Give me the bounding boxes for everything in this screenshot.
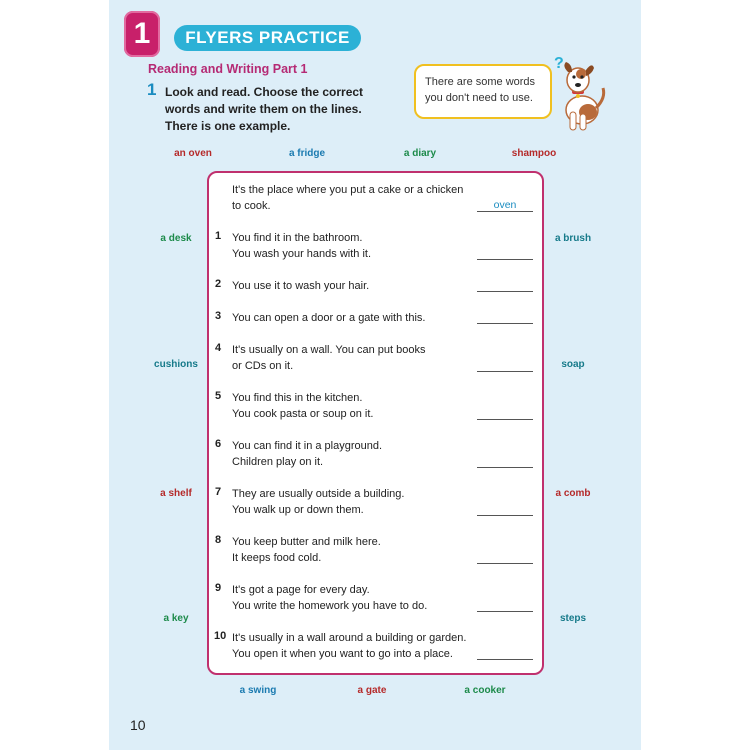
word-option: a brush <box>554 233 592 244</box>
question-number: 10 <box>214 630 227 642</box>
exercise-number: 1 <box>147 80 157 99</box>
question-number: 7 <box>215 486 222 498</box>
word-option: an oven <box>174 148 212 159</box>
example-line: It's the place where you put a cake or a chicken <box>232 184 464 196</box>
question-line: You can open a door or a gate with this. <box>232 312 426 324</box>
section-title: Reading and Writing Part 1 <box>148 62 308 76</box>
question-line: You can find it in a playground. <box>232 440 383 452</box>
question-line: You write the homework you have to do. <box>232 600 428 612</box>
question-line: You find it in the bathroom. <box>232 232 363 244</box>
answer-line[interactable] <box>477 371 533 372</box>
example-answer: oven <box>493 199 517 211</box>
word-option: shampoo <box>511 148 557 159</box>
word-option: steps <box>559 613 587 624</box>
question-line: You wash your hands with it. <box>232 248 372 260</box>
word-option: a fridge <box>288 148 326 159</box>
answer-line[interactable] <box>477 515 533 516</box>
answer-line[interactable] <box>477 323 533 324</box>
question-line: You walk up or down them. <box>232 504 364 516</box>
question-line: You open it when you want to go into a place. <box>232 648 453 660</box>
answer-line[interactable] <box>477 659 533 660</box>
unit-badge: 1 <box>124 11 160 57</box>
answer-line[interactable] <box>477 259 533 260</box>
question-line: You cook pasta or soup on it. <box>232 408 374 420</box>
answer-line[interactable] <box>477 611 533 612</box>
question-line: or CDs on it. <box>232 360 294 372</box>
question-number: 1 <box>215 230 222 242</box>
word-option: a shelf <box>160 488 192 499</box>
word-option: a desk <box>160 233 192 244</box>
dog-illustration <box>548 52 608 132</box>
question-number: 5 <box>215 390 222 402</box>
instruction-line: words and write them on the lines. <box>165 102 362 116</box>
tip-text <box>425 74 550 106</box>
word-option: a diary <box>403 148 437 159</box>
instruction-text <box>165 84 405 135</box>
example-line: to cook. <box>232 200 271 212</box>
word-option: cushions <box>154 359 198 370</box>
question-line: It's usually on a wall. You can put books <box>232 344 426 356</box>
answer-line[interactable] <box>477 563 533 564</box>
question-line: It's got a page for every day. <box>232 584 370 596</box>
question-line: You find this in the kitchen. <box>232 392 363 404</box>
question-line: It keeps food cold. <box>232 552 322 564</box>
question-mark-icon: ? <box>554 55 564 72</box>
word-option: a key <box>163 613 189 624</box>
page-title: FLYERS PRACTICE <box>174 25 361 51</box>
instruction-line: Look and read. Choose the correct <box>165 85 364 99</box>
question-line: Children play on it. <box>232 456 324 468</box>
answer-line[interactable] <box>477 467 533 468</box>
word-option: a comb <box>555 488 591 499</box>
question-line: You use it to wash your hair. <box>232 280 370 292</box>
question-number: 8 <box>215 534 222 546</box>
question-number: 6 <box>215 438 222 450</box>
question-number: 4 <box>215 342 222 354</box>
page-number: 10 <box>130 717 146 733</box>
question-number: 2 <box>215 278 222 290</box>
question-number: 3 <box>215 310 222 322</box>
answer-line[interactable] <box>477 419 533 420</box>
word-option: a gate <box>357 685 387 696</box>
word-option: a cooker <box>464 685 506 696</box>
question-line: You keep butter and milk here. <box>232 536 381 548</box>
word-option: a swing <box>239 685 277 696</box>
example-answer-line <box>477 211 533 212</box>
word-option: soap <box>561 359 585 370</box>
question-line: They are usually outside a building. <box>232 488 405 500</box>
question-number: 9 <box>215 582 222 594</box>
tip-line: There are some words <box>425 76 536 88</box>
answer-line[interactable] <box>477 291 533 292</box>
question-line: It's usually in a wall around a building or garden. <box>232 632 467 644</box>
tip-line: you don't need to use. <box>425 92 533 104</box>
instruction-line: There is one example. <box>165 119 291 133</box>
